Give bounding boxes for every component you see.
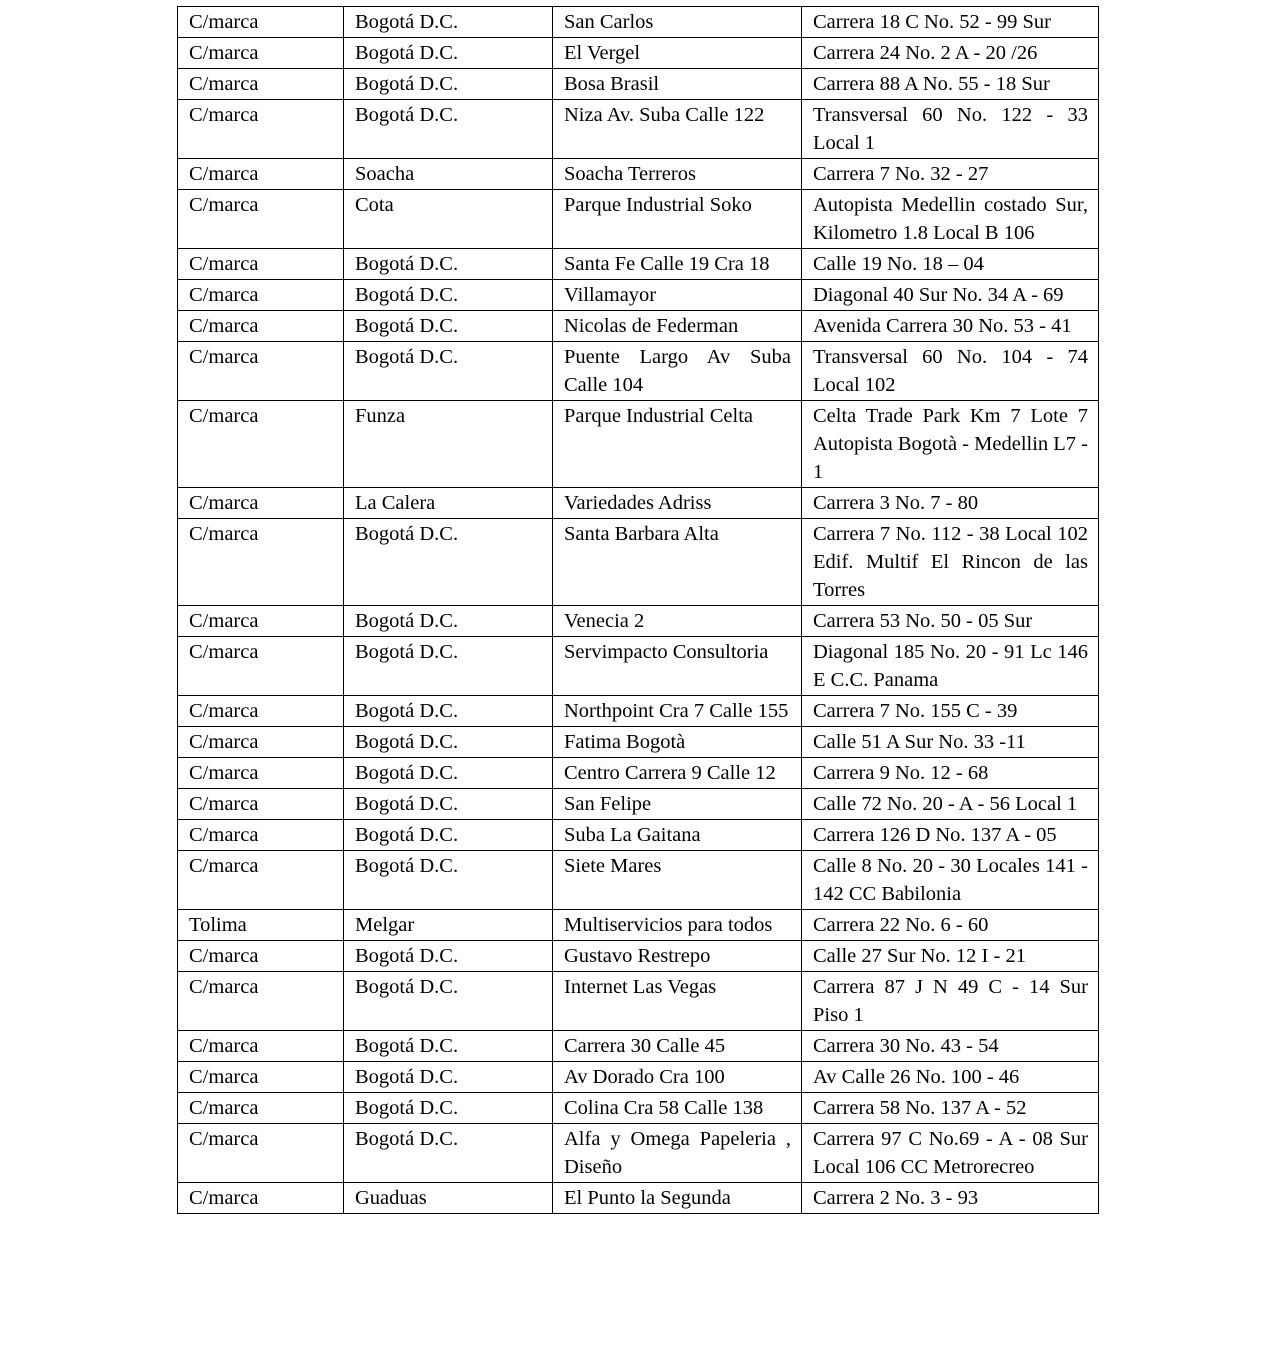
city-cell: Bogotá D.C. xyxy=(344,69,553,100)
location-name-cell: Northpoint Cra 7 Calle 155 xyxy=(553,696,802,727)
location-name-cell: Alfa y Omega Papeleria , Diseño xyxy=(553,1124,802,1183)
department-cell: C/marca xyxy=(178,696,344,727)
department-cell: C/marca xyxy=(178,789,344,820)
address-cell: Avenida Carrera 30 No. 53 - 41 xyxy=(802,311,1099,342)
address-cell: Av Calle 26 No. 100 - 46 xyxy=(802,1062,1099,1093)
table-row xyxy=(178,820,1099,851)
table-row xyxy=(178,69,1099,100)
department-cell: C/marca xyxy=(178,100,344,159)
department-cell: C/marca xyxy=(178,758,344,789)
address-cell: Carrera 7 No. 32 - 27 xyxy=(802,159,1099,190)
city-cell: Bogotá D.C. xyxy=(344,519,553,606)
address-cell: Carrera 9 No. 12 - 68 xyxy=(802,758,1099,789)
location-name-cell: Variedades Adriss xyxy=(553,488,802,519)
city-cell: Bogotá D.C. xyxy=(344,7,553,38)
address-cell: Transversal 60 No. 104 - 74 Local 102 xyxy=(802,342,1099,401)
address-cell: Carrera 126 D No. 137 A - 05 xyxy=(802,820,1099,851)
city-cell: Bogotá D.C. xyxy=(344,1124,553,1183)
city-cell: Bogotá D.C. xyxy=(344,727,553,758)
city-cell: Bogotá D.C. xyxy=(344,606,553,637)
department-cell: C/marca xyxy=(178,190,344,249)
city-cell: Bogotá D.C. xyxy=(344,38,553,69)
city-cell: Bogotá D.C. xyxy=(344,311,553,342)
city-cell: Bogotá D.C. xyxy=(344,696,553,727)
table-row xyxy=(178,851,1099,910)
address-cell: Calle 19 No. 18 – 04 xyxy=(802,249,1099,280)
address-cell: Calle 51 A Sur No. 33 -11 xyxy=(802,727,1099,758)
address-cell: Carrera 97 C No.69 - A - 08 Sur Local 106 CC Metrorecreo xyxy=(802,1124,1099,1183)
table-row xyxy=(178,488,1099,519)
location-name-cell: Villamayor xyxy=(553,280,802,311)
department-cell: C/marca xyxy=(178,606,344,637)
city-cell: Guaduas xyxy=(344,1183,553,1214)
table-row xyxy=(178,1093,1099,1124)
location-name-cell: Carrera 30 Calle 45 xyxy=(553,1031,802,1062)
department-cell: C/marca xyxy=(178,401,344,488)
locations-table xyxy=(177,6,1099,1214)
table-row xyxy=(178,1183,1099,1214)
address-cell: Celta Trade Park Km 7 Lote 7 Autopista Bogotà - Medellin L7 - 1 xyxy=(802,401,1099,488)
location-name-cell: Puente Largo Av Suba Calle 104 xyxy=(553,342,802,401)
table-row xyxy=(178,1062,1099,1093)
address-cell: Carrera 88 A No. 55 - 18 Sur xyxy=(802,69,1099,100)
table-row xyxy=(178,941,1099,972)
city-cell: Bogotá D.C. xyxy=(344,1031,553,1062)
department-cell: C/marca xyxy=(178,941,344,972)
location-name-cell: San Carlos xyxy=(553,7,802,38)
location-name-cell: Niza Av. Suba Calle 122 xyxy=(553,100,802,159)
location-name-cell: Parque Industrial Soko xyxy=(553,190,802,249)
location-name-cell: Suba La Gaitana xyxy=(553,820,802,851)
address-cell: Diagonal 40 Sur No. 34 A - 69 xyxy=(802,280,1099,311)
location-name-cell: Av Dorado Cra 100 xyxy=(553,1062,802,1093)
location-name-cell: Gustavo Restrepo xyxy=(553,941,802,972)
address-cell: Autopista Medellin costado Sur, Kilometro 1.8 Local B 106 xyxy=(802,190,1099,249)
table-row xyxy=(178,280,1099,311)
address-cell: Carrera 2 No. 3 - 93 xyxy=(802,1183,1099,1214)
address-cell: Carrera 18 C No. 52 - 99 Sur xyxy=(802,7,1099,38)
department-cell: C/marca xyxy=(178,249,344,280)
city-cell: La Calera xyxy=(344,488,553,519)
table-row xyxy=(178,519,1099,606)
table-row xyxy=(178,249,1099,280)
table-row xyxy=(178,1031,1099,1062)
city-cell: Soacha xyxy=(344,159,553,190)
location-name-cell: Parque Industrial Celta xyxy=(553,401,802,488)
table-row xyxy=(178,401,1099,488)
table-row xyxy=(178,696,1099,727)
city-cell: Bogotá D.C. xyxy=(344,1062,553,1093)
department-cell: C/marca xyxy=(178,972,344,1031)
location-name-cell: Santa Barbara Alta xyxy=(553,519,802,606)
address-cell: Carrera 22 No. 6 - 60 xyxy=(802,910,1099,941)
department-cell: C/marca xyxy=(178,851,344,910)
table-row xyxy=(178,159,1099,190)
address-cell: Carrera 53 No. 50 - 05 Sur xyxy=(802,606,1099,637)
department-cell: C/marca xyxy=(178,1093,344,1124)
location-name-cell: Multiservicios para todos xyxy=(553,910,802,941)
address-cell: Carrera 24 No. 2 A - 20 /26 xyxy=(802,38,1099,69)
table-row xyxy=(178,100,1099,159)
address-cell: Carrera 30 No. 43 - 54 xyxy=(802,1031,1099,1062)
location-name-cell: Nicolas de Federman xyxy=(553,311,802,342)
location-name-cell: Siete Mares xyxy=(553,851,802,910)
address-cell: Carrera 7 No. 112 - 38 Local 102 Edif. Multif El Rincon de las Torres xyxy=(802,519,1099,606)
table-row xyxy=(178,190,1099,249)
location-name-cell: El Punto la Segunda xyxy=(553,1183,802,1214)
city-cell: Bogotá D.C. xyxy=(344,637,553,696)
address-cell: Transversal 60 No. 122 - 33 Local 1 xyxy=(802,100,1099,159)
address-cell: Calle 8 No. 20 - 30 Locales 141 - 142 CC Babilonia xyxy=(802,851,1099,910)
city-cell: Cota xyxy=(344,190,553,249)
location-name-cell: Colina Cra 58 Calle 138 xyxy=(553,1093,802,1124)
address-cell: Carrera 3 No. 7 - 80 xyxy=(802,488,1099,519)
department-cell: C/marca xyxy=(178,519,344,606)
city-cell: Bogotá D.C. xyxy=(344,280,553,311)
department-cell: C/marca xyxy=(178,1124,344,1183)
location-name-cell: Venecia 2 xyxy=(553,606,802,637)
city-cell: Bogotá D.C. xyxy=(344,342,553,401)
department-cell: C/marca xyxy=(178,280,344,311)
location-name-cell: Santa Fe Calle 19 Cra 18 xyxy=(553,249,802,280)
table-row xyxy=(178,342,1099,401)
address-cell: Calle 27 Sur No. 12 I - 21 xyxy=(802,941,1099,972)
address-cell: Carrera 87 J N 49 C - 14 Sur Piso 1 xyxy=(802,972,1099,1031)
department-cell: C/marca xyxy=(178,342,344,401)
table-row xyxy=(178,38,1099,69)
department-cell: C/marca xyxy=(178,159,344,190)
department-cell: C/marca xyxy=(178,820,344,851)
address-cell: Diagonal 185 No. 20 - 91 Lc 146 E C.C. Panama xyxy=(802,637,1099,696)
city-cell: Bogotá D.C. xyxy=(344,758,553,789)
address-cell: Carrera 7 No. 155 C - 39 xyxy=(802,696,1099,727)
city-cell: Melgar xyxy=(344,910,553,941)
location-name-cell: El Vergel xyxy=(553,38,802,69)
department-cell: C/marca xyxy=(178,69,344,100)
city-cell: Bogotá D.C. xyxy=(344,941,553,972)
department-cell: C/marca xyxy=(178,38,344,69)
department-cell: C/marca xyxy=(178,1062,344,1093)
table-row xyxy=(178,910,1099,941)
department-cell: Tolima xyxy=(178,910,344,941)
table-row xyxy=(178,606,1099,637)
location-name-cell: Bosa Brasil xyxy=(553,69,802,100)
location-name-cell: Internet Las Vegas xyxy=(553,972,802,1031)
department-cell: C/marca xyxy=(178,637,344,696)
location-name-cell: San Felipe xyxy=(553,789,802,820)
city-cell: Bogotá D.C. xyxy=(344,789,553,820)
city-cell: Funza xyxy=(344,401,553,488)
department-cell: C/marca xyxy=(178,727,344,758)
city-cell: Bogotá D.C. xyxy=(344,851,553,910)
location-name-cell: Fatima Bogotà xyxy=(553,727,802,758)
department-cell: C/marca xyxy=(178,1183,344,1214)
department-cell: C/marca xyxy=(178,1031,344,1062)
department-cell: C/marca xyxy=(178,488,344,519)
location-name-cell: Centro Carrera 9 Calle 12 xyxy=(553,758,802,789)
address-cell: Carrera 58 No. 137 A - 52 xyxy=(802,1093,1099,1124)
table-row xyxy=(178,311,1099,342)
table-row xyxy=(178,1124,1099,1183)
city-cell: Bogotá D.C. xyxy=(344,820,553,851)
table-row xyxy=(178,789,1099,820)
location-name-cell: Servimpacto Consultoria xyxy=(553,637,802,696)
department-cell: C/marca xyxy=(178,311,344,342)
table-row xyxy=(178,637,1099,696)
department-cell: C/marca xyxy=(178,7,344,38)
address-cell: Calle 72 No. 20 - A - 56 Local 1 xyxy=(802,789,1099,820)
locations-table-body xyxy=(178,7,1099,1214)
table-row xyxy=(178,727,1099,758)
city-cell: Bogotá D.C. xyxy=(344,972,553,1031)
table-row xyxy=(178,758,1099,789)
city-cell: Bogotá D.C. xyxy=(344,100,553,159)
city-cell: Bogotá D.C. xyxy=(344,249,553,280)
location-name-cell: Soacha Terreros xyxy=(553,159,802,190)
city-cell: Bogotá D.C. xyxy=(344,1093,553,1124)
table-row xyxy=(178,972,1099,1031)
table-row xyxy=(178,7,1099,38)
